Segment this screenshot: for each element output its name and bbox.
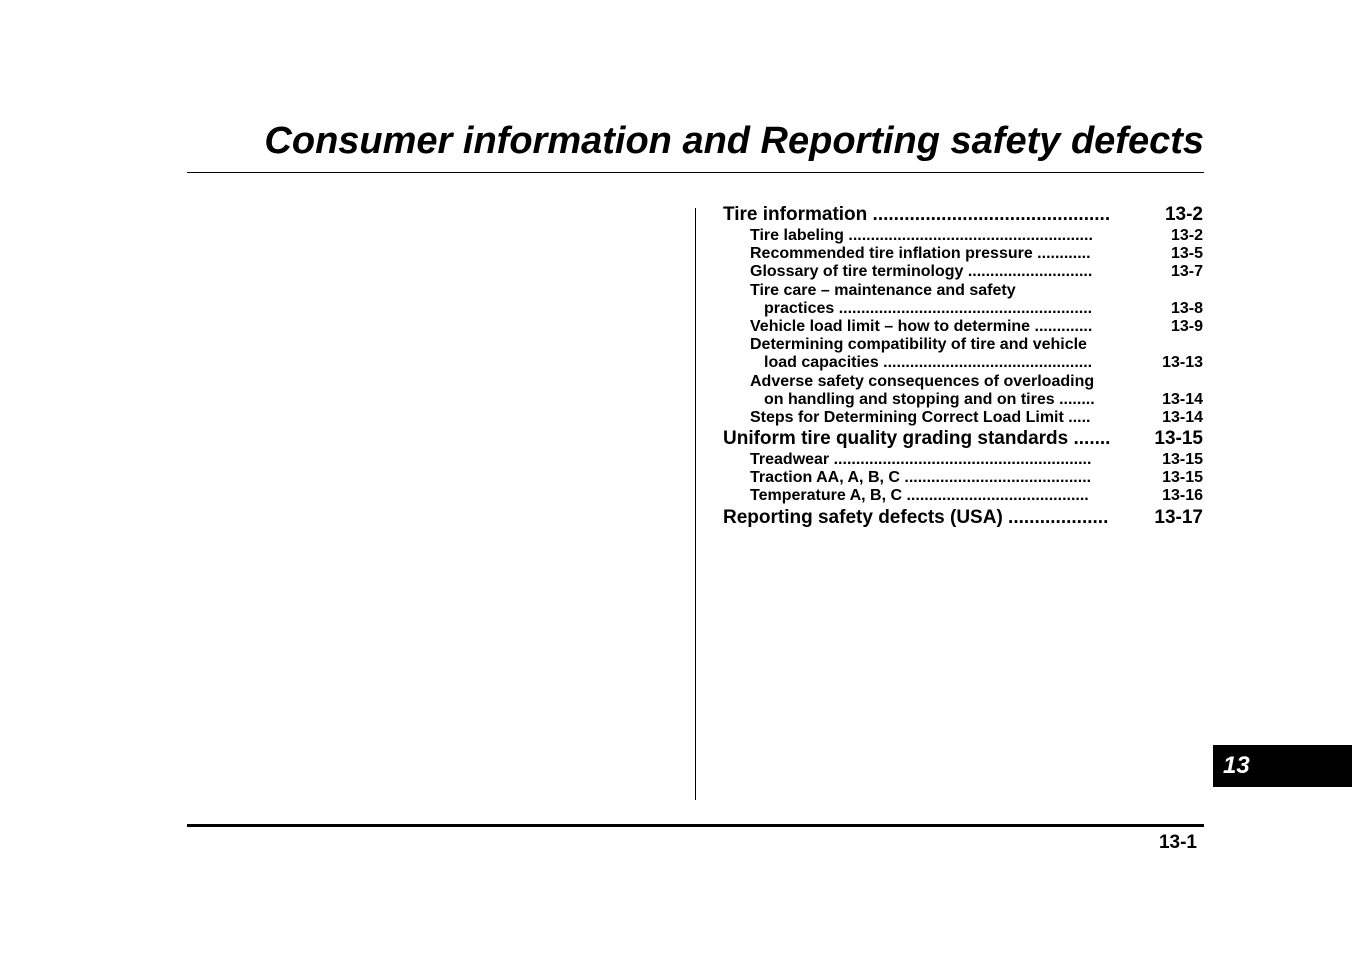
toc-entry-temperature[interactable] bbox=[723, 487, 1203, 505]
toc-entry-label: Glossary of tire terminology ............................ bbox=[750, 263, 1093, 281]
toc-entry-reporting-safety-defects[interactable] bbox=[723, 506, 1203, 530]
toc-entry-treadwear[interactable] bbox=[723, 451, 1203, 469]
toc-entry-page: 13-9 bbox=[1170, 317, 1203, 335]
toc-entry-label: Treadwear .......................................................... bbox=[750, 451, 1092, 469]
toc-entry-label: Reporting safety defects (USA) ................... bbox=[723, 506, 1109, 528]
toc-entry-uniform-tire-quality-grading[interactable] bbox=[723, 427, 1203, 451]
page-title: Consumer information and Reporting safety defects bbox=[264, 120, 1204, 162]
toc-entry-page: 13-15 bbox=[1162, 469, 1203, 487]
toc-entry-label: load capacities ............................................... bbox=[764, 354, 1093, 372]
toc-entry-traction[interactable] bbox=[723, 469, 1203, 487]
toc-entry-label: Temperature A, B, C ......................................... bbox=[750, 487, 1089, 505]
page-number: 13-1 bbox=[1158, 832, 1197, 853]
toc-entry-label: Traction AA, A, B, C .......................................... bbox=[750, 469, 1092, 487]
toc-entry-page: 13-14 bbox=[1162, 408, 1203, 426]
toc-entry-tire-labeling[interactable] bbox=[723, 227, 1203, 245]
toc-entry-page: 13-15 bbox=[1154, 428, 1203, 450]
toc-entry-vehicle-load-limit[interactable] bbox=[723, 318, 1203, 336]
toc-entry-label: Recommended tire inflation pressure ............ bbox=[750, 245, 1091, 263]
toc-entry-label: Uniform tire quality grading standards ....... bbox=[723, 428, 1111, 450]
toc-entry-tire-care-continued[interactable] bbox=[723, 300, 1203, 318]
toc-entry-label: practices ......................................................... bbox=[764, 299, 1093, 317]
toc-entry-page: 13-8 bbox=[1170, 299, 1203, 317]
toc-entry-page: 13-5 bbox=[1170, 245, 1203, 263]
toc-entry-adverse-safety-consequences-continued[interactable] bbox=[723, 391, 1203, 409]
chapter-tab-label: 13 bbox=[1223, 752, 1250, 779]
toc-entry-page: 13-7 bbox=[1170, 263, 1203, 281]
toc-entry-page: 13-17 bbox=[1154, 506, 1203, 528]
toc-entry-adverse-safety-consequences[interactable] bbox=[723, 373, 1203, 391]
footer-divider bbox=[187, 824, 1204, 827]
toc-entry-page: 13-2 bbox=[1164, 204, 1203, 225]
toc-entry-steps-correct-load-limit[interactable] bbox=[723, 409, 1203, 427]
toc-entry-glossary-of-tire-terminology[interactable] bbox=[723, 263, 1203, 281]
toc-entry-determining-compatibility[interactable] bbox=[723, 336, 1203, 354]
column-divider bbox=[695, 208, 696, 800]
toc-entry-tire-information[interactable] bbox=[723, 203, 1203, 227]
table-of-contents bbox=[723, 203, 1203, 530]
toc-entry-recommended-tire-inflation-pressure[interactable] bbox=[723, 245, 1203, 263]
toc-entry-label: Tire information ............................................. bbox=[723, 204, 1111, 225]
toc-entry-label: Determining compatibility of tire and vehicle bbox=[750, 336, 1087, 354]
toc-entry-label: on handling and stopping and on tires ........ bbox=[764, 390, 1095, 408]
toc-entry-determining-compatibility-continued[interactable] bbox=[723, 354, 1203, 372]
toc-entry-page: 13-15 bbox=[1162, 451, 1203, 469]
toc-entry-label: Adverse safety consequences of overloading bbox=[750, 372, 1095, 390]
toc-entry-label: Vehicle load limit – how to determine ............. bbox=[750, 317, 1093, 335]
toc-entry-page: 13-14 bbox=[1162, 390, 1203, 408]
toc-entry-label: Tire labeling ....................................................... bbox=[750, 227, 1093, 244]
chapter-tab bbox=[1213, 745, 1352, 787]
toc-entry-tire-care[interactable] bbox=[723, 282, 1203, 300]
title-divider bbox=[187, 172, 1204, 173]
toc-entry-page: 13-13 bbox=[1162, 354, 1203, 372]
toc-entry-page: 13-2 bbox=[1170, 227, 1203, 244]
toc-entry-page: 13-16 bbox=[1162, 487, 1203, 505]
toc-entry-label: Steps for Determining Correct Load Limit ..... bbox=[750, 408, 1091, 426]
toc-entry-label: Tire care – maintenance and safety bbox=[750, 281, 1016, 299]
